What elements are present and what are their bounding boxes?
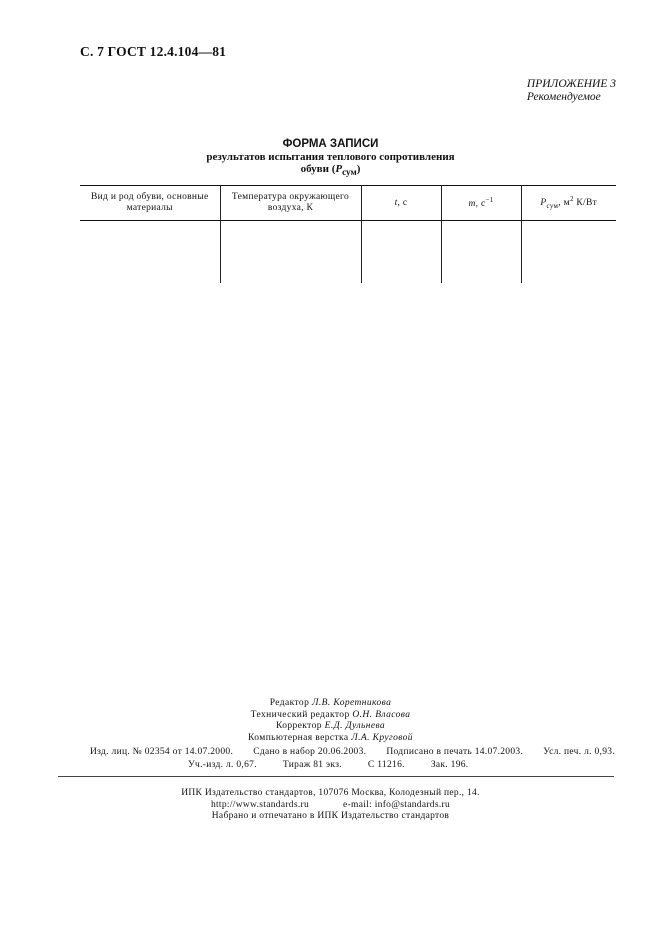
appendix-title: ПРИЛОЖЕНИЕ 3 [526,78,616,90]
page-reference: С. 7 ГОСТ 12.4.104—81 [80,44,227,59]
publisher-info [0,788,661,823]
form-subtitle-2: обуви $(P_{сум})$ [300,163,361,178]
credit-corrector: Корректор Е.Д. Дульнева [275,721,386,731]
table-cell [220,221,361,284]
imprint-license: Изд. лиц. № 02354 от 14.07.2000. [90,747,234,757]
publisher-printed-by: Набрано и отпечатано в ИПК Издательство стандартов [211,811,450,821]
column-header-time: t, с [361,186,441,221]
credit-editor: Редактор Л.В. Коретникова [269,698,392,708]
appendix-status: Рекомендуемое [526,91,601,103]
table-row [80,221,616,284]
imprint-order: Зак. 196. [430,760,469,770]
editorial-credits [0,698,661,744]
imprint-pub-sheets: Уч.-изд. л. 0,67. [188,760,257,770]
table-header-row [80,186,616,221]
table-cell [441,221,521,284]
column-header-m: m, $с^{-1}$ [441,186,521,221]
column-header-temperature: Температура окружающего воздуха, К [220,186,361,221]
imprint-line-2 [90,760,468,770]
form-title: ФОРМА ЗАПИСИ [282,138,379,150]
imprint-signed: Подписано в печать 14.07.2003. [386,747,524,757]
publisher-website: http://www.standards.ru [210,799,310,810]
form-subtitle: результатов испытания теплового сопротивления [206,150,455,163]
column-header-resistance: $P_{сум}$, $м^2$ К/Вт [521,186,616,221]
table-cell [521,221,616,284]
record-form-table [80,185,616,283]
credit-layout: Компьютерная верстка Л.А. Круговой [248,732,413,743]
table-cell [80,221,220,284]
imprint-line-1 [90,747,615,757]
column-header-footwear: Вид и род обуви, основные материалы [80,186,220,221]
publisher-contacts [0,800,661,812]
symbol-p: P [335,163,343,175]
publisher-email: e-mail: info@standards.ru [343,799,451,810]
table-cell [361,221,441,284]
publisher-address: ИПК Издательство стандартов, 107076 Москва, Колодезный пер., 14. [181,788,480,798]
imprint-code: С 11216. [367,760,405,770]
imprint-print-sheets: Усл. печ. л. 0,93. [543,747,615,757]
form-title-block [0,138,661,179]
divider-line [58,776,614,777]
appendix-label [527,78,616,104]
credit-tech-editor: Технический редактор О.Н. Власова [250,709,411,720]
imprint-submitted: Сдано в набор 20.06.2003. [253,747,367,757]
imprint-circulation: Тираж 81 экз. [282,760,342,770]
